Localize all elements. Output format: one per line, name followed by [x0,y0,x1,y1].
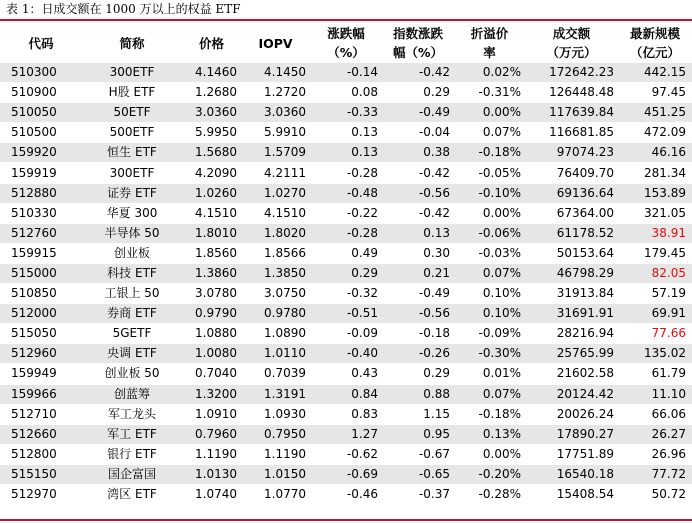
table-row [0,324,692,344]
cell-name: 创蓝筹 [82,384,182,404]
cell-name: 军工 ETF [82,424,182,444]
cell-code: 159919 [0,163,82,183]
cell-premium: -0.10% [454,183,525,203]
header-code [0,23,82,63]
cell-price: 1.3200 [182,384,241,404]
cell-scale: 77.72 [618,464,692,484]
cell-scale: 153.89 [618,183,692,203]
cell-scale: 66.06 [618,404,692,424]
cell-change: -0.28 [310,223,382,243]
table-row [0,103,692,123]
cell-premium: -0.09% [454,324,525,344]
cell-scale: 26.96 [618,444,692,464]
cell-code: 512710 [0,404,82,424]
cell-code: 159949 [0,364,82,384]
cell-scale: 50.72 [618,484,692,504]
cell-name: 恒生 ETF [82,143,182,163]
cell-turnover: 69136.64 [525,183,618,203]
cell-change: -0.14 [310,63,382,83]
cell-turnover: 31913.84 [525,284,618,304]
cell-change: -0.28 [310,163,382,183]
cell-premium: -0.18% [454,143,525,163]
table-row [0,284,692,304]
cell-premium: 0.00% [454,444,525,464]
table-row [0,444,692,464]
top-rule [0,19,692,21]
cell-scale: 442.15 [618,63,692,83]
cell-name: 创业板 50 [82,364,182,384]
cell-code: 510050 [0,103,82,123]
cell-premium: 0.01% [454,364,525,384]
cell-code: 512800 [0,444,82,464]
header-iopv [241,23,310,63]
cell-iopv: 1.0890 [241,324,310,344]
cell-name: 券商 ETF [82,304,182,324]
table-row [0,344,692,364]
cell-index-change: -0.26 [382,344,454,364]
cell-price: 1.0740 [182,484,241,504]
cell-iopv: 3.0750 [241,284,310,304]
header-premium [454,23,525,63]
cell-change: 0.83 [310,404,382,424]
cell-change: 0.29 [310,263,382,283]
cell-scale: 11.10 [618,384,692,404]
cell-code: 512000 [0,304,82,324]
cell-change: 0.13 [310,123,382,143]
table-row [0,484,692,504]
cell-change: -0.32 [310,284,382,304]
cell-name: 华夏 300 [82,203,182,223]
table-row [0,243,692,263]
header-premium-line1: 折溢价 [470,26,509,41]
cell-iopv: 5.9910 [241,123,310,143]
header-index-change-line2: 幅（%） [392,45,444,60]
cell-premium: 0.07% [454,263,525,283]
cell-iopv: 4.1510 [241,203,310,223]
cell-change: 1.27 [310,424,382,444]
cell-price: 1.5680 [182,143,241,163]
cell-turnover: 28216.94 [525,324,618,344]
cell-index-change: 0.38 [382,143,454,163]
cell-turnover: 50153.64 [525,243,618,263]
cell-premium: -0.30% [454,344,525,364]
table-row [0,123,692,143]
cell-code: 512660 [0,424,82,444]
cell-change: -0.40 [310,344,382,364]
cell-price: 1.8010 [182,223,241,243]
cell-index-change: 0.13 [382,223,454,243]
cell-iopv: 1.1190 [241,444,310,464]
header-scale [618,23,692,63]
cell-code: 512960 [0,344,82,364]
header-index-change-line1: 指数涨跌 [392,26,443,41]
cell-index-change: 0.29 [382,364,454,384]
cell-code: 510300 [0,63,82,83]
cell-change: -0.22 [310,203,382,223]
table-row [0,304,692,324]
header-scale-line1: 最新规模 [629,26,680,41]
cell-name: 国企富国 [82,464,182,484]
cell-premium: -0.28% [454,484,525,504]
etf-table [0,23,692,505]
cell-price: 1.1190 [182,444,241,464]
cell-turnover: 172642.23 [525,63,618,83]
cell-index-change: -0.67 [382,444,454,464]
cell-code: 515050 [0,324,82,344]
cell-premium: 0.02% [454,63,525,83]
cell-premium: 0.07% [454,123,525,143]
cell-index-change: 0.29 [382,83,454,103]
cell-name: 300ETF [82,163,182,183]
cell-name: 300ETF [82,63,182,83]
cell-premium: -0.03% [454,243,525,263]
cell-scale: 77.66 [618,324,692,344]
cell-iopv: 0.7039 [241,364,310,384]
cell-iopv: 1.8020 [241,223,310,243]
cell-change: 0.08 [310,83,382,103]
table-row [0,203,692,223]
cell-premium: -0.05% [454,163,525,183]
cell-scale: 26.27 [618,424,692,444]
cell-turnover: 16540.18 [525,464,618,484]
cell-turnover: 17751.89 [525,444,618,464]
header-turnover [525,23,618,63]
cell-premium: 0.00% [454,103,525,123]
cell-scale: 46.16 [618,143,692,163]
cell-price: 4.1510 [182,203,241,223]
cell-index-change: -0.42 [382,163,454,183]
cell-code: 159920 [0,143,82,163]
cell-price: 4.1460 [182,63,241,83]
cell-index-change: 0.95 [382,424,454,444]
table-row [0,404,692,424]
cell-price: 0.7040 [182,364,241,384]
cell-name: 湾区 ETF [82,484,182,504]
cell-scale: 61.79 [618,364,692,384]
cell-scale: 82.05 [618,263,692,283]
cell-name: 500ETF [82,123,182,143]
table-row [0,163,692,183]
cell-index-change: -0.04 [382,123,454,143]
header-price-line1: 价格 [198,35,224,51]
cell-iopv: 1.3850 [241,263,310,283]
cell-name: 半导体 50 [82,223,182,243]
cell-iopv: 1.8566 [241,243,310,263]
cell-index-change: -0.65 [382,464,454,484]
header-change-line1: 涨跌幅 [327,26,365,41]
cell-premium: 0.00% [454,203,525,223]
cell-scale: 135.02 [618,344,692,364]
table-row [0,384,692,404]
cell-iopv: 1.0270 [241,183,310,203]
header-iopv-line1: IOPV [258,35,293,51]
cell-code: 510500 [0,123,82,143]
cell-turnover: 61178.52 [525,223,618,243]
cell-scale: 57.19 [618,284,692,304]
cell-change: 0.43 [310,364,382,384]
cell-iopv: 4.2111 [241,163,310,183]
cell-iopv: 0.7950 [241,424,310,444]
cell-index-change: 0.88 [382,384,454,404]
cell-turnover: 126448.48 [525,83,618,103]
cell-code: 510330 [0,203,82,223]
cell-iopv: 1.0770 [241,484,310,504]
cell-turnover: 117639.84 [525,103,618,123]
cell-change: -0.62 [310,444,382,464]
cell-code: 512880 [0,183,82,203]
cell-index-change: 0.30 [382,243,454,263]
cell-turnover: 20026.24 [525,404,618,424]
cell-index-change: 0.21 [382,263,454,283]
cell-code: 159966 [0,384,82,404]
table-row [0,143,692,163]
cell-name: 5GETF [82,324,182,344]
cell-change: -0.48 [310,183,382,203]
cell-iopv: 1.5709 [241,143,310,163]
cell-scale: 38.91 [618,223,692,243]
cell-index-change: -0.56 [382,304,454,324]
cell-scale: 69.91 [618,304,692,324]
cell-price: 3.0360 [182,103,241,123]
cell-name: 银行 ETF [82,444,182,464]
cell-iopv: 1.0150 [241,464,310,484]
cell-price: 0.9790 [182,304,241,324]
cell-turnover: 25765.99 [525,344,618,364]
cell-turnover: 31691.91 [525,304,618,324]
cell-change: -0.69 [310,464,382,484]
cell-change: 0.13 [310,143,382,163]
header-scale-line2: （亿元） [629,45,680,60]
cell-turnover: 17890.27 [525,424,618,444]
cell-change: 0.84 [310,384,382,404]
cell-iopv: 4.1450 [241,63,310,83]
cell-premium: 0.10% [454,284,525,304]
cell-price: 1.0260 [182,183,241,203]
cell-premium: 0.13% [454,424,525,444]
cell-index-change: -0.37 [382,484,454,504]
bottom-rule [0,519,692,521]
cell-turnover: 46798.29 [525,263,618,283]
table-row [0,63,692,83]
cell-name: H股 ETF [82,83,182,103]
cell-price: 1.0880 [182,324,241,344]
cell-scale: 97.45 [618,83,692,103]
table-row [0,263,692,283]
cell-scale: 321.05 [618,203,692,223]
header-turnover-line1: 成交额 [552,26,591,41]
header-name [82,23,182,63]
table-row [0,364,692,384]
cell-index-change: -0.18 [382,324,454,344]
cell-iopv: 0.9780 [241,304,310,324]
cell-index-change: -0.56 [382,183,454,203]
cell-index-change: -0.42 [382,203,454,223]
cell-turnover: 97074.23 [525,143,618,163]
table-row [0,424,692,444]
cell-iopv: 1.2720 [241,83,310,103]
cell-premium: 0.10% [454,304,525,324]
header-index-change [382,23,454,63]
cell-scale: 281.34 [618,163,692,183]
header-name-line1: 简称 [119,35,145,51]
cell-index-change: 1.15 [382,404,454,424]
cell-turnover: 15408.54 [525,484,618,504]
cell-turnover: 20124.42 [525,384,618,404]
cell-price: 5.9950 [182,123,241,143]
cell-price: 1.3860 [182,263,241,283]
cell-change: -0.51 [310,304,382,324]
cell-index-change: -0.42 [382,63,454,83]
cell-iopv: 1.0930 [241,404,310,424]
cell-scale: 179.45 [618,243,692,263]
cell-code: 510900 [0,83,82,103]
table-header [0,23,692,63]
cell-price: 1.2680 [182,83,241,103]
cell-name: 50ETF [82,103,182,123]
header-premium-line2: 率 [483,45,496,60]
cell-price: 1.0910 [182,404,241,424]
cell-turnover: 116681.85 [525,123,618,143]
cell-price: 1.0080 [182,344,241,364]
cell-name: 科技 ETF [82,263,182,283]
table-row [0,183,692,203]
header-turnover-line2: （万元） [546,45,597,60]
cell-change: -0.46 [310,484,382,504]
cell-turnover: 21602.58 [525,364,618,384]
header-change-line2: （%） [327,45,365,60]
cell-change: -0.33 [310,103,382,123]
cell-name: 工银上 50 [82,284,182,304]
cell-price: 4.2090 [182,163,241,183]
cell-name: 央调 ETF [82,344,182,364]
cell-index-change: -0.49 [382,103,454,123]
table-row [0,464,692,484]
header-price [182,23,241,63]
cell-price: 1.8560 [182,243,241,263]
cell-code: 510850 [0,284,82,304]
cell-scale: 472.09 [618,123,692,143]
cell-code: 159915 [0,243,82,263]
header-code-line1: 代码 [28,35,54,51]
cell-code: 512760 [0,223,82,243]
cell-name: 军工龙头 [82,404,182,424]
cell-price: 1.0130 [182,464,241,484]
cell-change: -0.09 [310,324,382,344]
table-row [0,223,692,243]
cell-turnover: 76409.70 [525,163,618,183]
cell-change: 0.49 [310,243,382,263]
table-body [0,63,692,505]
cell-premium: -0.31% [454,83,525,103]
cell-turnover: 67364.00 [525,203,618,223]
cell-iopv: 1.0110 [241,344,310,364]
cell-premium: -0.18% [454,404,525,424]
table-caption: 表 1：日成交额在 1000 万以上的权益 ETF [6,2,241,16]
cell-price: 0.7960 [182,424,241,444]
cell-scale: 451.25 [618,103,692,123]
cell-name: 证券 ETF [82,183,182,203]
cell-iopv: 3.0360 [241,103,310,123]
cell-premium: 0.07% [454,384,525,404]
table-row [0,83,692,103]
cell-code: 512970 [0,484,82,504]
cell-name: 创业板 [82,243,182,263]
cell-premium: -0.20% [454,464,525,484]
cell-iopv: 1.3191 [241,384,310,404]
cell-code: 515150 [0,464,82,484]
cell-premium: -0.06% [454,223,525,243]
header-change [310,23,382,63]
cell-price: 3.0780 [182,284,241,304]
cell-code: 515000 [0,263,82,283]
cell-index-change: -0.49 [382,284,454,304]
